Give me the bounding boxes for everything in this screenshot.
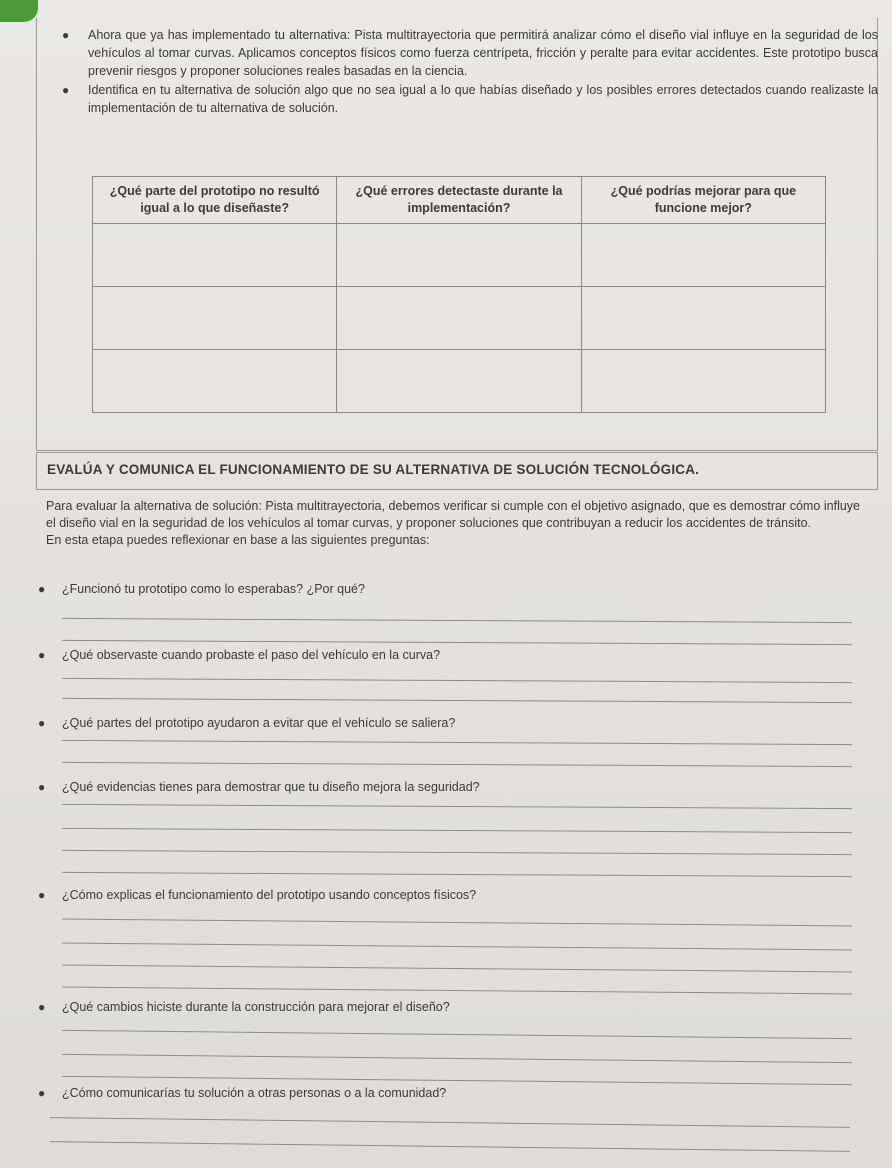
table-header-row <box>93 177 826 224</box>
answer-line[interactable] <box>50 1117 850 1128</box>
intro-paragraph: Para evaluar la alternativa de solución: Pista multitrayectoria, debemos verificar si cumple con el objetivo asignado, que es demostrar cómo influye el diseño vial en la seguridad de los vehículos al tomar curvas, y proponer soluciones que contribuyan a reducir los accidentes de tránsito. <box>46 499 860 530</box>
question-text: ¿Cómo comunicarías tu solución a otras personas o a la comunidad? <box>62 1086 447 1100</box>
answer-line[interactable] <box>62 943 852 951</box>
question-text: ¿Qué evidencias tienes para demostrar que tu diseño mejora la seguridad? <box>62 780 480 794</box>
table-cell[interactable] <box>337 224 581 287</box>
bullet-dot-icon: ● <box>38 780 46 794</box>
table-cell[interactable] <box>581 350 825 413</box>
intro-text <box>46 498 860 549</box>
section-band <box>36 452 878 490</box>
table-row <box>93 350 826 413</box>
table-cell[interactable] <box>93 287 337 350</box>
section-title: EVALÚA Y COMUNICA EL FUNCIONAMIENTO DE SU ALTERNATIVA DE SOLUCIÓN TECNOLÓGICA. <box>47 462 700 477</box>
answer-line[interactable] <box>62 1054 852 1063</box>
question-text: ¿Qué partes del prototipo ayudaron a evitar que el vehículo se saliera? <box>62 716 456 730</box>
answer-line[interactable] <box>62 828 852 833</box>
instruction-bullet <box>62 81 878 117</box>
bullet-dot-icon: ● <box>38 1086 46 1100</box>
table-cell[interactable] <box>93 224 337 287</box>
question-text: ¿Qué observaste cuando probaste el paso del vehículo en la curva? <box>62 648 441 662</box>
bullet-dot-icon: ● <box>62 28 70 42</box>
answer-line[interactable] <box>62 698 852 703</box>
table-header: ¿Qué parte del prototipo no resultó igual a lo que diseñaste? <box>93 177 337 224</box>
bullet-dot-icon: ● <box>38 888 46 902</box>
bullet-text: Ahora que ya has implementado tu alternativa: Pista multitrayectoria que permitirá analizar cómo el diseño vial influye en la seguridad de los vehículos al tomar curvas. Aplicamos conceptos físicos como fuerza centrípeta, fricción y peralte para evitar accidentes. Este prototipo busca prevenir riesgos y proponer soluciones reales basadas en la ciencia. <box>88 28 878 78</box>
table-cell[interactable] <box>337 287 581 350</box>
bullet-dot-icon: ● <box>62 83 70 97</box>
table-header: ¿Qué errores detectaste durante la implementación? <box>337 177 581 224</box>
answer-line[interactable] <box>62 872 852 877</box>
answer-line[interactable] <box>62 762 852 767</box>
answer-line[interactable] <box>62 804 852 809</box>
green-corner-decoration <box>0 0 38 22</box>
answer-line[interactable] <box>62 618 852 623</box>
bullet-dot-icon: ● <box>38 716 46 730</box>
table-header: ¿Qué podrías mejorar para que funcione mejor? <box>581 177 825 224</box>
answer-line[interactable] <box>62 919 852 927</box>
question-text: ¿Qué cambios hiciste durante la construcción para mejorar el diseño? <box>62 1000 450 1014</box>
bullet-dot-icon: ● <box>38 582 46 596</box>
instruction-bullet <box>62 26 878 80</box>
table-row <box>93 287 826 350</box>
evaluation-table <box>92 176 826 413</box>
question-text: ¿Funcionó tu prototipo como lo esperabas? ¿Por qué? <box>62 582 365 596</box>
answer-line[interactable] <box>62 987 852 995</box>
bullet-dot-icon: ● <box>38 1000 46 1014</box>
table-cell[interactable] <box>93 350 337 413</box>
answer-line[interactable] <box>62 740 852 745</box>
bullet-dot-icon: ● <box>38 648 46 662</box>
question-text: ¿Cómo explicas el funcionamiento del prototipo usando conceptos físicos? <box>62 888 477 902</box>
intro-prompt: En esta etapa puedes reflexionar en base a las siguientes preguntas: <box>46 533 430 547</box>
answer-line[interactable] <box>62 678 852 683</box>
table-cell[interactable] <box>337 350 581 413</box>
answer-line[interactable] <box>62 965 852 973</box>
bullet-text: Identifica en tu alternativa de solución algo que no sea igual a lo que habías diseñado y los posibles errores detectados cuando realizaste la implementación de tu alternativa de solución. <box>88 83 878 115</box>
answer-line[interactable] <box>62 640 852 645</box>
answer-line[interactable] <box>62 1030 852 1039</box>
answer-line[interactable] <box>62 850 852 855</box>
table-cell[interactable] <box>581 287 825 350</box>
table-cell[interactable] <box>581 224 825 287</box>
instruction-bullets <box>62 26 878 118</box>
table-row <box>93 224 826 287</box>
answer-line[interactable] <box>50 1141 850 1152</box>
answer-line[interactable] <box>62 1076 852 1085</box>
